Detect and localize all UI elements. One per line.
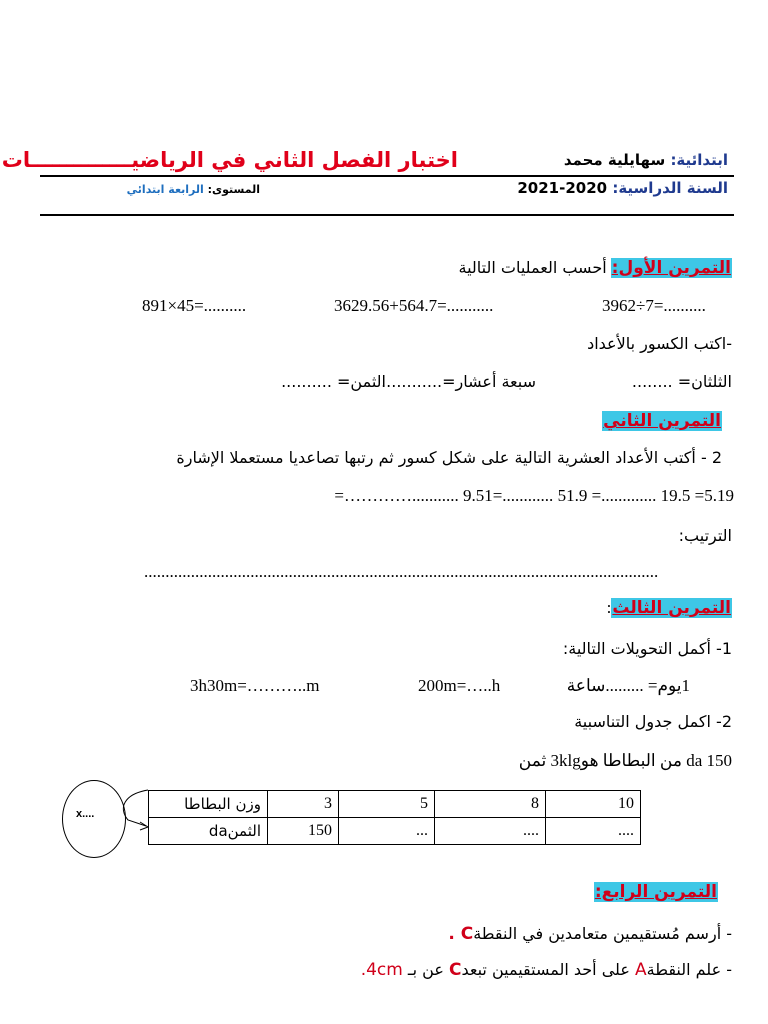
school-year: [517, 179, 728, 197]
ex4-line2-a: - علم النقطة: [646, 960, 732, 979]
ex3-conv3: 3h30m=………..m: [190, 676, 320, 695]
table-cell: ....: [546, 818, 641, 845]
ex2-heading: التمرين الثاني: [603, 411, 721, 431]
proportionality-table: [148, 790, 641, 845]
ex4-line: [594, 882, 718, 902]
ex4-heading: التمرين الرابع:: [594, 882, 717, 902]
table-cell: ...: [339, 818, 435, 845]
table-cell: ....: [435, 818, 546, 845]
table-cell: 8: [435, 791, 546, 818]
ex2-order-dots: .........................................................................................................................: [144, 562, 659, 581]
point-a: A: [634, 960, 647, 980]
ex1-frac3: الثمن= ..........: [281, 372, 386, 391]
table-cell: 150: [268, 818, 339, 845]
ex1-op2: 3629.56+564.7=...........: [334, 296, 494, 315]
ex1-line: [459, 258, 732, 278]
distance: .4cm: [360, 960, 403, 980]
ex2-line: [602, 411, 722, 431]
header-bottom-rule: [40, 214, 734, 216]
ex1-heading: التمرين الأول:: [611, 258, 731, 278]
ex4-line1: [448, 924, 732, 944]
ex1-instruction: أحسب العمليات التالية: [458, 258, 607, 277]
ex1-frac1: الثلثان= ........: [631, 372, 732, 391]
ex4-line1-text: - أرسم مُستقيمين متعامدين في النقطة: [473, 924, 732, 943]
exam-title: اختبار الفصل الثاني في الرياضيــــــــــــــات: [1, 148, 458, 172]
table-row: [149, 818, 641, 845]
point-c-2: C: [448, 960, 462, 980]
ex2-order-label: الترتيب:: [678, 526, 732, 545]
school-label: ابتدائية:: [670, 151, 728, 169]
school-name: [564, 151, 728, 169]
ex1-frac2: سبعة أعشار=............: [381, 372, 536, 391]
arrow-icon: [118, 782, 152, 834]
level-label: المستوى:: [207, 183, 260, 196]
year-label: السنة الدراسية:: [612, 179, 728, 197]
table-row2-label: الثمنda: [149, 818, 268, 845]
level: [127, 183, 260, 196]
table-row: [149, 791, 641, 818]
ex4-line1-end: .: [448, 924, 461, 944]
school-value: سهايلية محمد: [563, 151, 666, 169]
table-cell: 10: [546, 791, 641, 818]
ex2-items: 5.19= 19.5 .............= 51.9 ............=9.51 ...........…………=: [334, 486, 734, 505]
ex4-line2: [361, 960, 732, 980]
header-top-rule: [40, 175, 734, 177]
ex3-heading: التمرين الثالث: [612, 598, 731, 618]
table-cell: 3: [268, 791, 339, 818]
ex2-instruction: 2 - أكتب الأعداد العشرية التالية على شكل كسور ثم رتبها تصاعديا مستعملا الإشارة: [176, 448, 722, 467]
year-value: 2021-2020: [517, 179, 608, 197]
point-c: C: [460, 924, 474, 944]
table-cell: 5: [339, 791, 435, 818]
ex4-line2-c: عن بـ: [402, 960, 449, 979]
ex3-conv1: 1يوم= .........ساعة: [566, 676, 690, 695]
multiplier-label: x....: [76, 808, 95, 820]
ex1-op1: 3962÷7=..........: [602, 296, 706, 315]
ex1-op3: 891×45=..........: [142, 296, 247, 315]
table-row1-label: وزن البطاطا: [149, 791, 268, 818]
ex3-step1: 1- أكمل التحويلات التالية:: [562, 639, 732, 658]
ex3-sentence: 150 da من البطاطا هو3klg ثمن: [518, 751, 732, 770]
ex3-line: [607, 598, 732, 618]
ex1-fractions-instruction: -اكتب الكسور بالأعداد: [587, 334, 732, 353]
ex3-step2: 2- اكمل جدول التناسبية: [574, 712, 732, 731]
ex3-colon: :: [606, 598, 612, 617]
ex3-conv2: 200m=…..h: [418, 676, 501, 695]
ex4-line2-b: على أحد المستقيمين تبعد: [461, 960, 635, 979]
level-value: الرابعة ابتدائي: [126, 183, 204, 196]
